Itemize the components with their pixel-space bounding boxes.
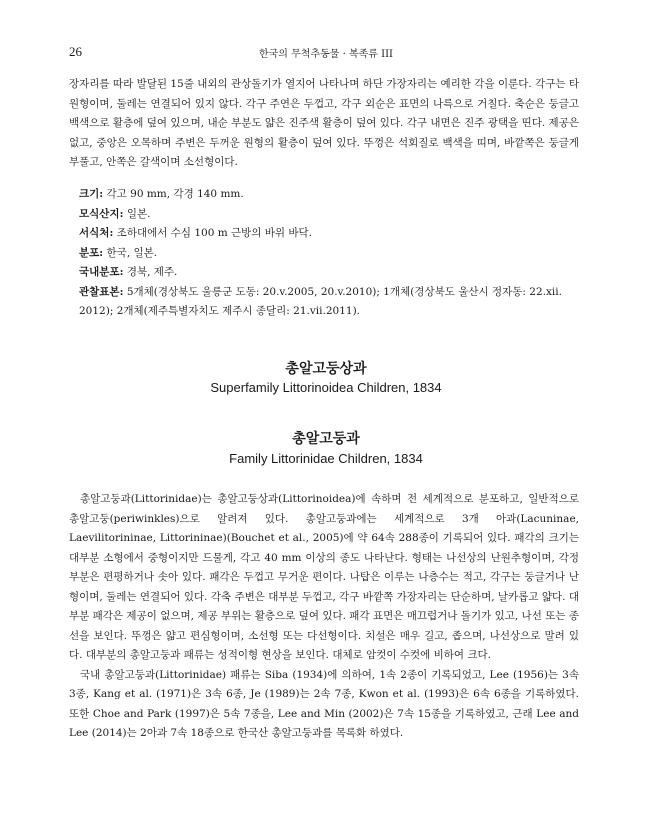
- family-paragraph-1: 총알고둥과(Littorinidae)는 총알고둥상과(Littorinoidea)에 속하며 전 세계적으로 분포하고, 일반적으로 총알고둥(periwinkles)으로 알려져 있다. 총알고둥과에는 세계적으로 3개 아과(Lacuninae, Laevilitorininae, Littorininae)(Bouchet et al., 2005)에 약 64속 288종이 기록되어 있다. 패각의 크기는 대부분 소형에서 중형이지만 드물게, 각고 40 mm 이상의 종도 나타난다. 형태는 나선상의 난원추형이며, 각정 부분은 편평하거나 솟아 있다. 패각은 두껍고 무거운 편이다. 나탑은 이루는 나층수는 적고, 각구는 둥글거나 난형이며, 둘레는 연결되어 있다. 각축 주변은 대부분 두껍고, 각구 바깥쪽 가장자리는 단순하며, 날카롭고 얇다. 대부분 패각은 제공이 없으며, 제공 부위는 활층으로 덮여 있다. 패각 표면은 매끄럽거나 돌기가 있고, 나선 또는 종선을 보인다. 뚜껑은 얇고 편심형이며, 소선형 또는 다선형이다. 치설은 매우 길고, 좁으며, 나선상으로 말려 있다. 대부분의 총알고둥과 패류는 성적이형 현상을 보인다. 대체로 암컷이 수컷에 비하여 크다.: [69, 493, 579, 661]
- info-distribution: 분포: 한국, 일본.: [79, 246, 158, 259]
- info-value: 각고 90 mm, 각경 140 mm.: [106, 188, 244, 200]
- info-label: 분포: [79, 246, 100, 259]
- info-value: 경북, 제주.: [126, 266, 178, 278]
- superfamily-korean-title: 총알고둥상과: [285, 361, 367, 377]
- page-number: 26: [69, 44, 82, 59]
- info-label: 국내분포: [79, 266, 120, 278]
- info-value: 일본.: [126, 207, 151, 220]
- specimen-info: [69, 185, 579, 322]
- running-title: 한국의 무척추동물 · 복족류 III: [258, 49, 393, 60]
- info-examined-material: 관찰표본: 5개체(경상북도 울릉군 도동: 20.v.2005, 20.v.2010); 1개체(경상북도 울산시 정자동: 22.xii. 2012); 2개체(제주특별자치도 제주시 종달리: 21.vii.2011).: [79, 285, 562, 317]
- info-label: 모식산지: [79, 207, 120, 220]
- info-value: 조하대에서 수심 100 m 근방의 바위 바닥.: [116, 227, 313, 239]
- info-label: 관찰표본: [79, 285, 120, 298]
- info-domestic-distribution: 국내분포: 경북, 제주.: [79, 266, 178, 278]
- info-label: 서식처: [79, 227, 110, 239]
- species-description: [69, 75, 579, 173]
- family-description: [69, 490, 579, 744]
- family-latin-title: Family Littorinidae Children, 1834: [229, 451, 423, 466]
- family-korean-title: 총알고둥과: [292, 431, 360, 447]
- info-size: 크기: 각고 90 mm, 각경 140 mm.: [79, 188, 244, 200]
- info-value: 5개체(경상북도 울릉군 도동: 20.v.2005, 20.v.2010); 1개체(경상북도 울산시 정자동: 22.xii. 2012); 2개체(제주특별자치도 제주시 종달리: 21.vii.2011).: [79, 285, 562, 317]
- info-label: 크기: [79, 188, 100, 200]
- family-paragraph-2: 국내 총알고둥과(Littorinidae) 패류는 Siba (1934)에 의하여, 1속 2종이 기록되었고, Lee (1956)는 3속 3종, Kang et al. (1971)은 3속 6종, Je (1989)는 2속 7종, Kwon et al. (1993)은 6속 6종을 기록하였다. 또한 Choe and Park (1997)은 5속 7종을, Lee and Min (2002)은 7속 15종을 기록하였고, 근래 Lee and Lee (2014)는 2아과 7속 18종으로 한국산 총알고둥과를 목록화 하였다.: [69, 668, 579, 739]
- info-value: 한국, 일본.: [106, 246, 158, 259]
- info-type-locality: 모식산지: 일본.: [79, 207, 151, 220]
- superfamily-latin-title: Superfamily Littorinoidea Children, 1834: [210, 380, 442, 395]
- info-habitat: 서식처: 조하대에서 수심 100 m 근방의 바위 바닥.: [79, 227, 313, 239]
- page-header: [69, 44, 583, 60]
- description-paragraph: 장자리를 따라 발달된 15줄 내외의 관상돌기가 열지어 나타나며 하단 가장자리는 예리한 각을 이룬다. 각구는 타원형이며, 둘레는 연결되어 있지 않다. 각구 주연은 두껍고, 각구 외순은 표면의 나륵으로 거칠다. 축순은 둥글고 백색으로 활층에 덮여 있으며, 내순 부분도 얇은 진주색 활층이 덮여 있다. 각구 내면은 진주 광택을 띤다. 제공은 없고, 중앙은 오목하며 주변은 두꺼운 원형의 활층이 덮여 있다. 뚜껑은 석회질로 백색을 띠며, 바깥쪽은 둥글게 부풀고, 안쪽은 갈색이며 소선형이다.: [69, 78, 579, 168]
